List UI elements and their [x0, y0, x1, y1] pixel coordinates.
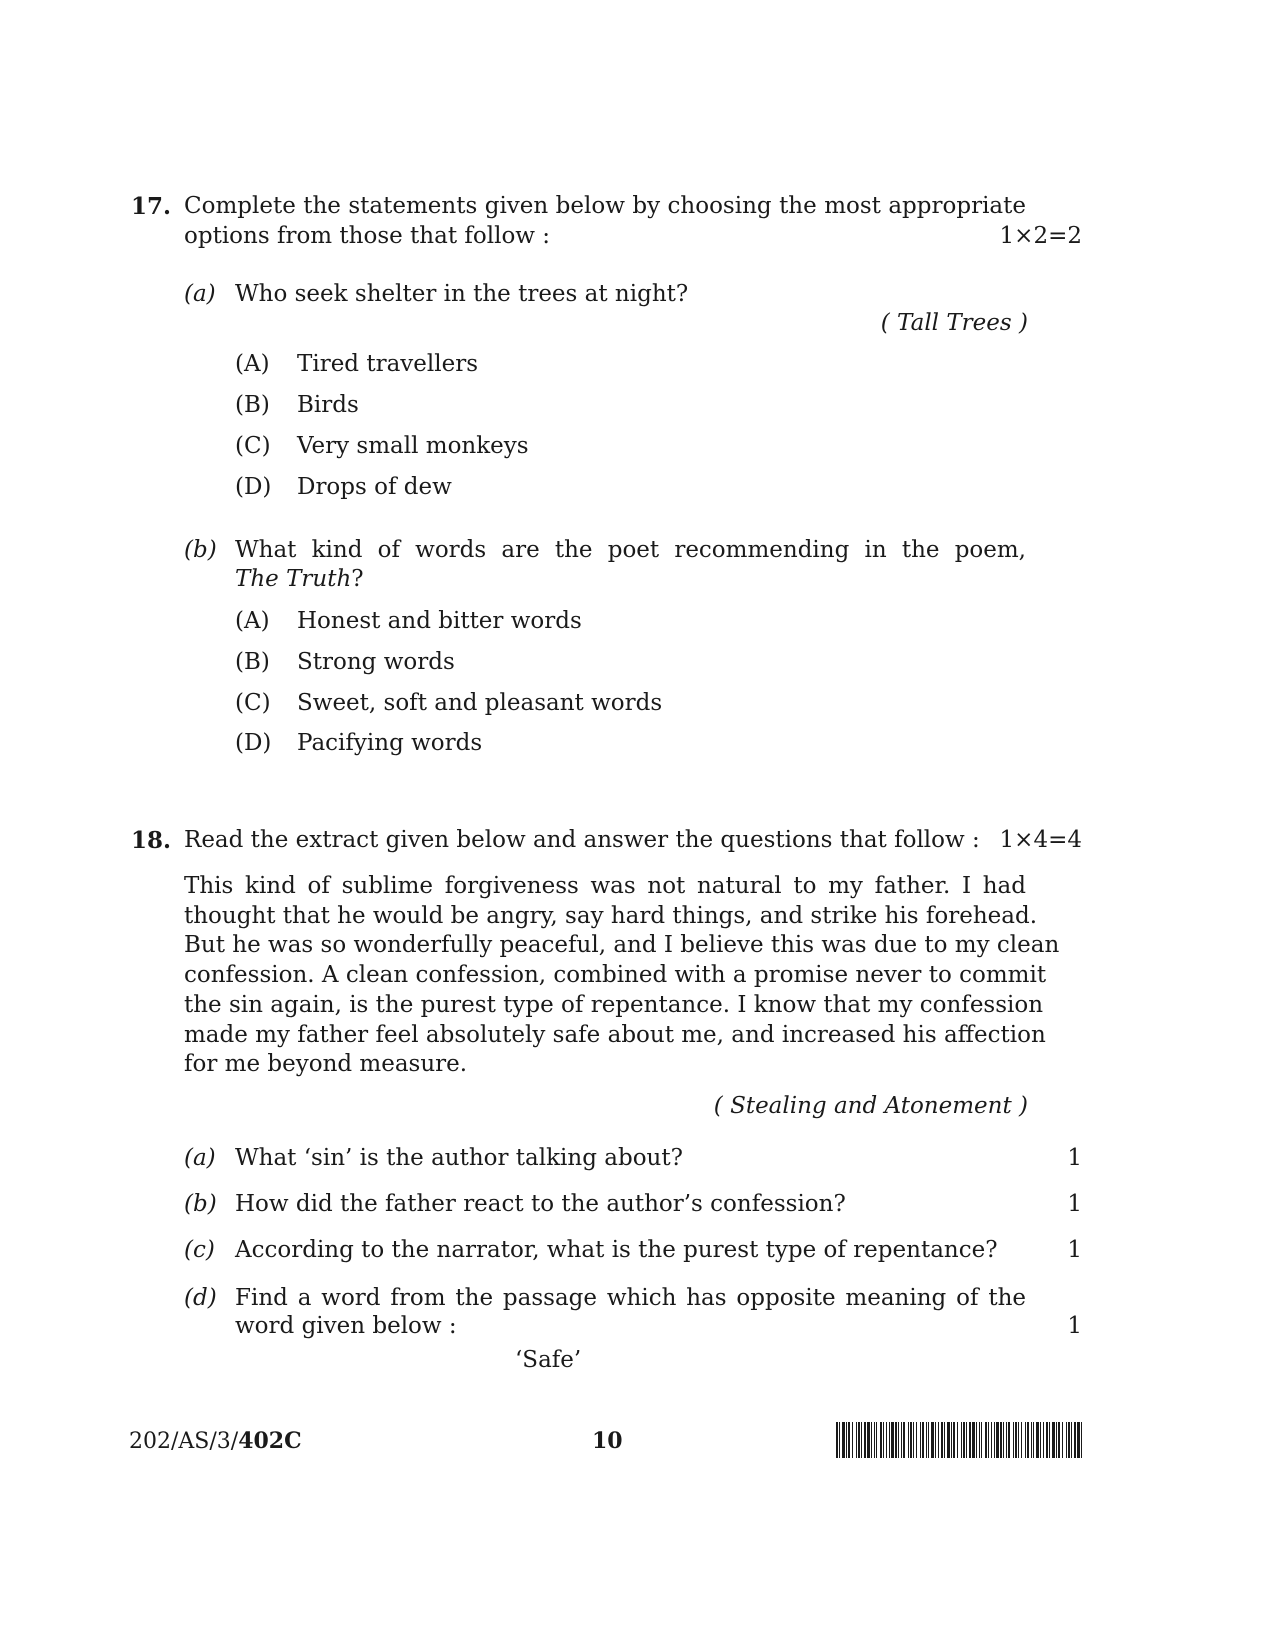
- barcode: [836, 1422, 1082, 1458]
- sub-question-text: According to the narrator, what is the purest type of repentance?: [235, 1237, 998, 1263]
- sub-question-label: (b): [184, 537, 217, 563]
- passage-line: made my father feel absolutely safe about me, and increased his affection: [184, 1021, 1046, 1048]
- question-stem-line1: Complete the statements given below by choosing the most appropriate: [184, 193, 1026, 219]
- question-number: 18.: [131, 827, 172, 854]
- passage-line: confession. A clean confession, combined with a promise never to commit: [184, 962, 1047, 989]
- sub-question-text-line2: [235, 566, 364, 592]
- option-label: (A): [235, 351, 270, 377]
- sub-question-label: (b): [184, 1191, 217, 1217]
- page-number: 10: [592, 1428, 623, 1454]
- option-label: (B): [235, 392, 270, 418]
- sub-question-mark: 1: [1067, 1145, 1082, 1171]
- option-text: Drops of dew: [297, 474, 452, 500]
- question-marks: 1×4=4: [999, 827, 1082, 853]
- option-label: (D): [235, 474, 272, 500]
- option-label: (B): [235, 649, 270, 675]
- option-text: Very small monkeys: [297, 433, 529, 459]
- sub-question-label: (a): [184, 281, 216, 307]
- option-text: Honest and bitter words: [297, 608, 582, 634]
- sub-question-mark: 1: [1067, 1191, 1082, 1217]
- option-text: Strong words: [297, 649, 455, 675]
- source-title: ( Stealing and Atonement ): [713, 1093, 1028, 1119]
- option-label: (D): [235, 730, 272, 756]
- sub-question-text-line1: Find a word from the passage which has opposite meaning of the: [235, 1285, 1026, 1311]
- sub-question-text: What ‘sin’ is the author talking about?: [235, 1145, 683, 1171]
- paper-code-bold: 402C: [238, 1428, 302, 1454]
- sub-question-mark: 1: [1067, 1237, 1082, 1263]
- barcode-bar: [1081, 1422, 1082, 1458]
- sub-question-text: Who seek shelter in the trees at night?: [235, 281, 689, 307]
- poem-title: The Truth: [235, 566, 352, 592]
- source-title: ( Tall Trees ): [880, 310, 1028, 336]
- option-label: (C): [235, 433, 271, 459]
- sub-question-label: (d): [184, 1285, 217, 1311]
- passage-line: This kind of sublime forgiveness was not natural to my father. I had: [184, 873, 1026, 899]
- option-text: Pacifying words: [297, 730, 483, 756]
- passage-line: thought that he would be angry, say hard things, and strike his forehead.: [184, 902, 1038, 929]
- option-label: (C): [235, 690, 271, 716]
- question-stem: Read the extract given below and answer the questions that follow :: [184, 827, 980, 853]
- question-marks: 1×2=2: [999, 223, 1082, 249]
- sub-question-label: (a): [184, 1145, 216, 1171]
- paper-code-prefix: 202/AS/3/: [129, 1429, 239, 1454]
- sub-question-text: How did the father react to the author’s confession?: [235, 1191, 846, 1217]
- question-stem-line2: options from those that follow :: [184, 223, 551, 249]
- given-word: ‘Safe’: [515, 1347, 582, 1373]
- sub-question-text-line2: word given below :: [235, 1313, 457, 1339]
- passage-line: But he was so wonderfully peaceful, and I believe this was due to my clean: [184, 932, 1060, 959]
- sub-question-text-line1: What kind of words are the poet recommending in the poem,: [235, 537, 1026, 563]
- sub-question-label: (c): [184, 1237, 215, 1263]
- question-mark: ?: [351, 566, 364, 592]
- extract-passage: [184, 872, 1060, 1080]
- option-text: Tired travellers: [297, 351, 479, 377]
- question-number: 17.: [131, 193, 172, 220]
- option-label: (A): [235, 608, 270, 634]
- paper-code: [129, 1428, 302, 1454]
- passage-line: for me beyond measure.: [184, 1051, 468, 1078]
- option-text: Birds: [297, 392, 359, 418]
- sub-question-mark: 1: [1067, 1313, 1082, 1339]
- option-text: Sweet, soft and pleasant words: [297, 690, 663, 716]
- passage-line: the sin again, is the purest type of repentance. I know that my confession: [184, 991, 1044, 1018]
